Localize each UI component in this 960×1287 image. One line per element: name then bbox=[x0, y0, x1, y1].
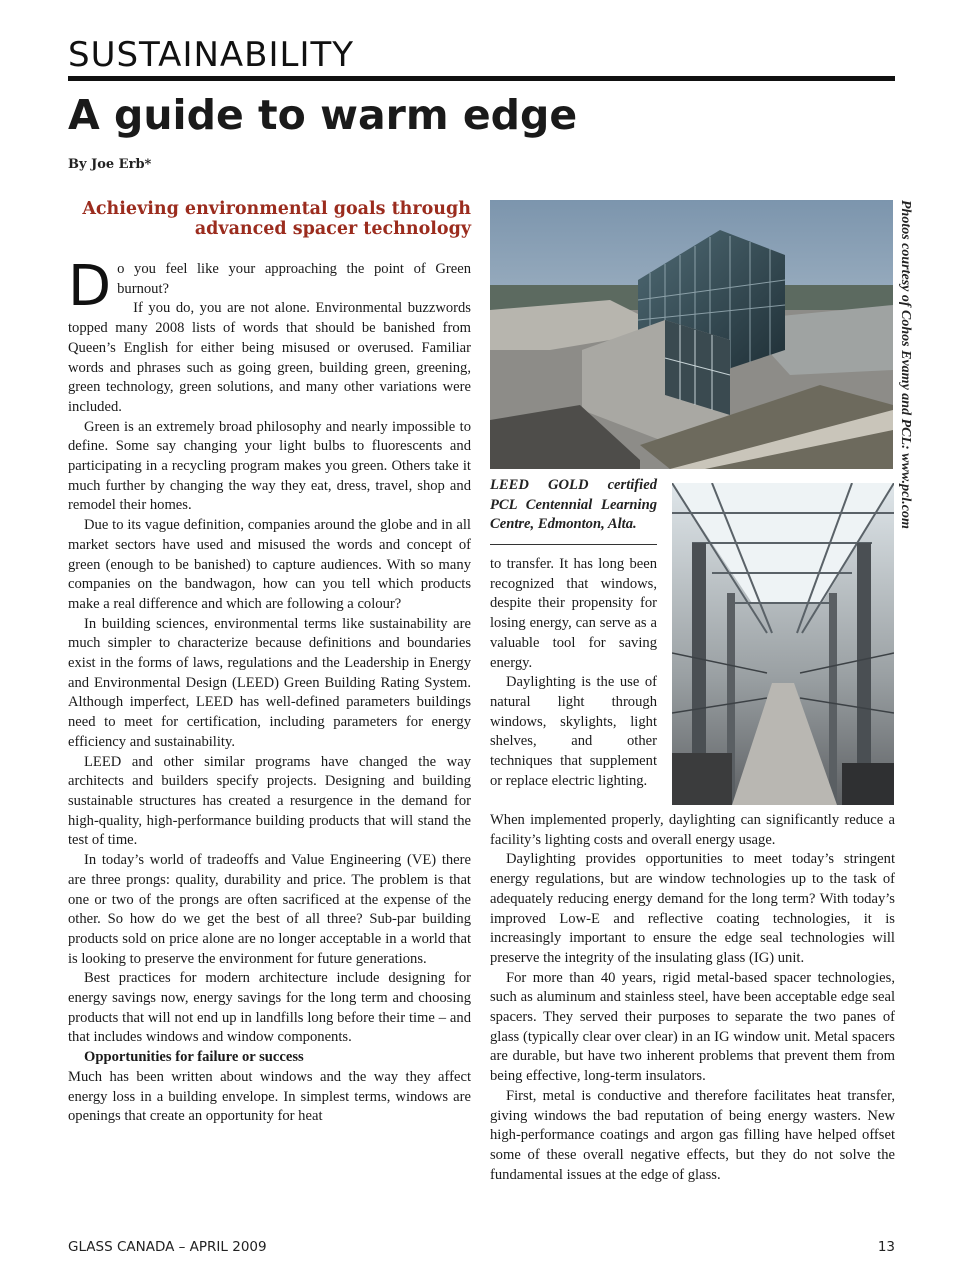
paragraph: Much has been written about windows and the way they affect energy loss in a building envelope. In simplest terms, windows are openings that create an opportunity for heat bbox=[68, 1068, 471, 1125]
paragraph: In today’s world of tradeoffs and Value Engineering (VE) there are three prongs: quality, durability and price. The problem is that one or two of the prongs are often sacrificed at the expense of the other. So how do we get the best of all three? Sub-par building products sold on price alone are no longer acceptable in a world that is looking to preserve the environment for future generations. bbox=[68, 852, 471, 967]
byline: By Joe Erb* bbox=[68, 157, 152, 172]
paragraph: For more than 40 years, rigid metal-based spacer technologies, such as aluminum and stainless steel, have been acceptable edge seal spacers. They served their purposes to separate the two panes of glass (typically clear over clear) in an IG window unit. Metal spacers are durable, but have two inherent problems that prevent them from being effective, long-term insulators. bbox=[490, 969, 895, 1085]
paragraph: Do you feel like your approaching the point of Green burnout? bbox=[68, 254, 471, 319]
section-subhead: Opportunities for failure or success bbox=[84, 1049, 304, 1066]
article-column-1 bbox=[68, 254, 471, 1127]
caption-rule bbox=[490, 544, 657, 545]
article-column-2-narrow bbox=[490, 555, 657, 791]
article-column-2-wide bbox=[490, 811, 895, 1185]
footer-publication: GLASS CANADA – APRIL 2009 bbox=[68, 1239, 267, 1255]
photo-caption: LEED GOLD certified PCL Centennial Learning Centre, Edmonton, Alta. bbox=[490, 477, 657, 532]
section-title: SUSTAINABILITY bbox=[68, 35, 355, 75]
paragraph: In building sciences, environmental terms like sustainability are much simpler to characterize because definitions and boundaries exist in the forms of laws, regulations and the Leadership in Energy and Environmental Design (LEED) Green Building Rating System. Although imperfect, LEED has well-defined parameters buildings need to meet for certification, including parameters for energy efficiency and sustainability. bbox=[68, 615, 471, 750]
paragraph: LEED and other similar programs have changed the way architects and builders specify projects. Designing and building sustainable structures has created a resurgence in the demand for high-quality, high-performance building products that will stand the test of time. bbox=[68, 753, 471, 849]
paragraph: First, metal is conductive and therefore facilitates heat transfer, giving windows the bad reputation of being energy wasters. New high-performance coatings and argon gas filling have helped offset some of these overall negative effects, but they do not solve the fundamental issues at the edge of glass. bbox=[490, 1087, 895, 1183]
paragraph: to transfer. It has long been recognized that windows, despite their propensity for losing energy, can serve as a valuable tool for saving energy. bbox=[490, 556, 657, 671]
paragraph: Daylighting provides opportunities to meet today’s stringent energy regulations, but are window technologies up to the task of adequately reducing energy demand for the long term? With today’s improved Low-E and reflective coating technologies, it is increasingly important to ensure the edge seal technologies will preserve the integrity of the insulating glass (IG) unit. bbox=[490, 851, 895, 966]
paragraph: Due to its vague definition, companies around the globe and in all market sectors have used and misused the words and concept of green (enough to be banished) to capture audiences. With so many companies on the bandwagon, how can you tell which products make a real difference and which are following a colour? bbox=[68, 517, 471, 612]
header-rule bbox=[68, 76, 895, 81]
article-headline: A guide to warm edge bbox=[68, 91, 578, 139]
page-number: 13 bbox=[877, 1239, 895, 1255]
photo-credit: Photos courtesy of Cohos Evamy and PCL: www.pcl.com bbox=[898, 200, 913, 529]
article-deck: Achieving environmental goals through advanced spacer technology bbox=[82, 199, 471, 239]
paragraph: Daylighting is the use of natural light through windows, skylights, light shelves, and other techniques that supplement or replace electric lighting. bbox=[490, 674, 657, 789]
paragraph: Best practices for modern architecture include designing for energy savings now, energy savings for the long term and choosing products that will not end up in landfills long before their time – and that includes windows and window components. bbox=[68, 970, 471, 1046]
building-exterior-photo bbox=[490, 200, 893, 469]
paragraph: When implemented properly, daylighting can significantly reduce a facility’s lighting costs and overall energy usage. bbox=[490, 812, 895, 848]
atrium-interior-photo bbox=[672, 483, 894, 805]
paragraph: If you do, you are not alone. Environmental buzzwords topped many 2008 lists of words that should be banished from Queen’s English for either being misused or overused. Familiar words and phrases such as going green, building green, greening, green technology, green solutions, and many other variations were included. bbox=[68, 300, 471, 415]
drop-cap: D bbox=[68, 254, 112, 319]
paragraph: Green is an extremely broad philosophy and nearly impossible to define. Some say changing your light bulbs to fluorescents and participating in a recycling program makes you green. Others take it much further by changing the way they eat, dress, travel, shop and remodel their homes. bbox=[68, 418, 471, 514]
